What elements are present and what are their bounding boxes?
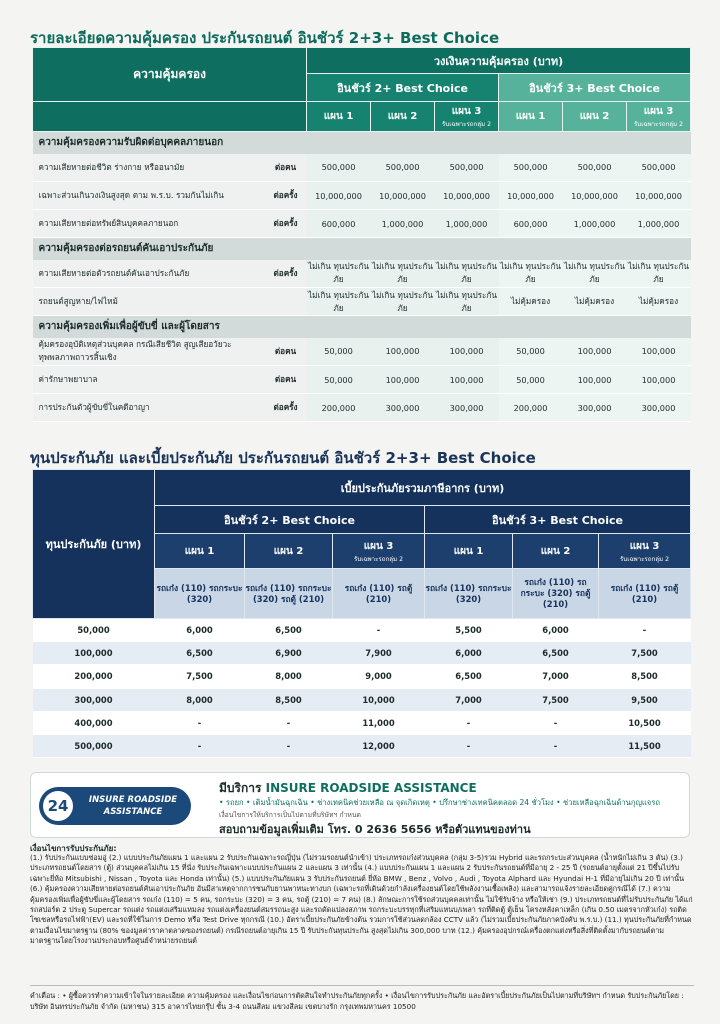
premium-row — [33, 665, 691, 688]
coverage-value: 1,000,000 — [371, 210, 435, 238]
coverage-value: ไม่เกิน ทุนประกันภัย — [435, 260, 499, 288]
coverage-value: ไม่เกิน ทุนประกันภัย — [435, 288, 499, 316]
coverage-value: 100,000 — [435, 366, 499, 394]
car-type-cell: รถเก๋ง (110) รถกระบะ (320) รถตู้ (210) — [513, 569, 599, 619]
coverage-value: 10,000,000 — [307, 182, 371, 210]
group-2plus-header: อินชัวร์ 2+ Best Choice — [307, 74, 499, 102]
coverage-value: 1,000,000 — [563, 210, 627, 238]
coverage-value: ไม่คุ้มครอง — [499, 288, 563, 316]
premium-cell: 9,000 — [333, 665, 425, 688]
coverage-table-body — [33, 132, 691, 422]
sum-insured-cell: 50,000 — [33, 619, 155, 642]
premium-header: เบี้ยประกันภัยรวมภาษีอากร (บาท) — [155, 470, 691, 506]
sum-insured-cell: 500,000 — [33, 734, 155, 757]
coverage-value: 500,000 — [307, 154, 371, 182]
coverage-value: 600,000 — [499, 210, 563, 238]
coverage-unit: ต่อครั้ง — [265, 182, 307, 210]
coverage-value: 10,000,000 — [371, 182, 435, 210]
premium-cell: 12,000 — [333, 734, 425, 757]
premium-cell: 7,500 — [155, 665, 245, 688]
section-title: ความคุ้มครองเพิ่มเพื่อผู้ขับขี่ และผู้โดยสาร — [33, 316, 691, 338]
premium-row — [33, 642, 691, 665]
premium-cell: - — [425, 711, 513, 734]
premium-cell: 7,500 — [513, 688, 599, 711]
coverage-unit: ต่อคน — [265, 366, 307, 394]
sum-insured-cell: 200,000 — [33, 665, 155, 688]
coverage-label: รถยนต์สูญหาย/ไฟไหม้ — [33, 288, 265, 316]
plan-header: แผน 1 — [425, 534, 513, 569]
coverage-value: 100,000 — [563, 338, 627, 366]
premium-cell: 8,000 — [245, 665, 333, 688]
premium-cell: - — [599, 619, 691, 642]
coverage-label: ความเสียหายต่อตัวรถยนต์คันเอาประกันภัย — [33, 260, 265, 288]
premium-row — [33, 688, 691, 711]
premium-row — [33, 619, 691, 642]
coverage-title: รายละเอียดความคุ้มครอง ประกันรถยนต์ อินชัวร์ 2+3+ Best Choice — [30, 29, 500, 47]
premium-cell: - — [155, 711, 245, 734]
banner-heading: มีบริการ INSURE ROADSIDE ASSISTANCE — [219, 781, 477, 795]
coverage-unit: ต่อครั้ง — [265, 394, 307, 422]
banner-contact: สอบถามข้อมูลเพิ่มเติม โทร. 0 2636 5656 หรือตัวแทนของท่าน — [219, 823, 531, 836]
coverage-header: ความคุ้มครอง — [33, 48, 307, 102]
coverage-value: ไม่เกิน ทุนประกันภัย — [371, 260, 435, 288]
premium-cell: - — [513, 711, 599, 734]
coverage-value: ไม่เกิน ทุนประกันภัย — [307, 288, 371, 316]
premium-cell: 8,500 — [599, 665, 691, 688]
car-type-cell: รถเก๋ง (110) รถกระบะ (320) — [425, 569, 513, 619]
premium-cell: 11,500 — [599, 734, 691, 757]
coverage-value: 10,000,000 — [435, 182, 499, 210]
car-type-cell: รถเก๋ง (110) รถกระบะ (320) — [155, 569, 245, 619]
coverage-value: 10,000,000 — [499, 182, 563, 210]
coverage-unit: ต่อคน — [265, 338, 307, 366]
coverage-value: 300,000 — [563, 394, 627, 422]
coverage-label: คุ้มครองอุบัติเหตุส่วนบุคคล กรณีเสียชีวิต สูญเสียอวัยวะ ทุพพลภาพถาวรสิ้นเชิง — [33, 338, 265, 366]
section-title: ความคุ้มครองต่อรถยนต์คันเอาประกันภัย — [33, 238, 691, 260]
coverage-row — [33, 182, 691, 210]
premium-cell: 7,000 — [513, 665, 599, 688]
coverage-value: 10,000,000 — [563, 182, 627, 210]
car-type-cell: รถเก๋ง (110) รถกระบะ (320) รถตู้ (210) — [245, 569, 333, 619]
coverage-row — [33, 288, 691, 316]
badge-number: 24 — [43, 791, 73, 821]
coverage-value: 10,000,000 — [627, 182, 691, 210]
sum-insured-cell: 100,000 — [33, 642, 155, 665]
premium-cell: 7,900 — [333, 642, 425, 665]
premium-row — [33, 734, 691, 757]
premium-cell: 10,500 — [599, 711, 691, 734]
coverage-value: 200,000 — [307, 394, 371, 422]
coverage-value: ไม่เกิน ทุนประกันภัย — [371, 288, 435, 316]
coverage-value: 50,000 — [307, 338, 371, 366]
sum-insured-header: ทุนประกันภัย (บาท) — [33, 470, 155, 619]
coverage-value: 300,000 — [371, 394, 435, 422]
coverage-row — [33, 338, 691, 366]
coverage-value: ไม่เกิน ทุนประกันภัย — [563, 260, 627, 288]
premium-cell: 6,500 — [513, 642, 599, 665]
premium-cell: 6,000 — [155, 619, 245, 642]
coverage-unit: ต่อครั้ง — [265, 260, 307, 288]
premium-cell: 6,900 — [245, 642, 333, 665]
group-3plus-header: อินชัวร์ 3+ Best Choice — [499, 74, 691, 102]
sum-insured-cell: 300,000 — [33, 688, 155, 711]
conditions-text: (1.) รับประกันแบบซ่อมอู่ (2.) แบบประกันภัยแผน 1 และแผน 2 รับประกันเฉพาะรถญี่ปุ่น (ไม่รวมรถยนต์นำเข้า) ประเภทรถเก๋งส่วนบุคคล (กลุ่ม 3-5)รวม Hybrid และรถกระบะส่วนบุคคล (น้ำหนักไม่เกิน 3 ตัน) (3.) ประเภทรถยนต์โดยสาร (ตู้) ส่วนบุคคลไม่เกิน 15 ที่นั่ง รับประกันเฉพาะแบบประกันแผน 2 และแผน 3 เท่านั้น (4.) แบบประกันแผน 1 และแผน 2 รับประกันรถยนต์ที่มีอายุ 2 - 25 ปี (รถยนต์อายุตั้งแต่ 21 ปีขึ้นไปรับเฉพาะยี่ห้อ Mitsubishi , Nissan , Toyota และ Honda เท่านั้น) (5.) แบบประกันภัยแผน 3 รับประกันรถยนต์ ยี่ห้อ BMW , Benz , Volvo , Audi , Toyota Alphard และ Hyundai H-1 ที่มีอายุไม่เกิน 20 ปี เท่านั้น (6.) คุ้มครองความเสียหายต่อรถยนต์คันเอาประกันภัย อันมีสาเหตุจากการชนกับยานพาหนะทางบก (เฉพาะรถที่เดินด้วยกำลังเครื่องยนต์โดยใช้พลังงานเชื้อเพลิง) และสามารถแจ้งรายละเอียดคู่กรณีได้ (7.) ความคุ้มครองเพิ่มเพื่อผู้ขับขี่และผู้โดยสาร รถเก๋ง (110) = 5 คน, รถกระบะ (320) = 3 คน, รถตู้ (210) = 7 คน) (8.) ลักษณะการใช้รถส่วนบุคคลเท่านั้น ไม่ใช้รับจ้าง หรือให้เช่า (9.) ประเภทรถยนต์ที่ไม่รับประกันภัย ได้แก่ รถสปอร์ต 2 ประตู Supercar รถแต่ง รถแต่งเสริมแหมลง รถแต่งเครื่องยนต์สมรรถนะสูง และรถดัดแปลงสภาพ รถกระบะบรรทุกที่เสริมแหนบ/เพลา รถที่ติดตู้ ตู้เย็น โครงหลังคาเหล็ก (เกิน 0.50 เมตรจากหัวเก๋ง) รถติดโซเซลหรือรถไฟฟ้า(EV) และรถที่ใช้ในการ Demo หรือ Test Drive ทุกกรณี (10.) อัตราเบี้ยประกันภัยข้างต้น รวมการใช้ส่วนลดกล้อง CCTV แล้ว (ไม่รวมเบี้ยประกันภัยภาคบังคับ พ.ร.บ.) (11.) ทุนประกันภัยที่กำหนดตามเงื่อนไขมาตรฐาน (80% ของมูลค่าราคาตลาดของรถยนต์) กรณีรถยนต์อายุเกิน 15 ปี รับประกันทุนประกัน สูงสุดไม่เกิน 300,000 บาท (12.) คุ้มครองอุปกรณ์เครื่องตกแต่งหรือสิ่งที่ติดตั้งมากับรถยนต์ตามมาตรฐานโดยโรงงานประกอบหรือศูนย์จำหน่ายรถยนต์ — [30, 853, 693, 946]
coverage-value: ไม่คุ้มครอง — [627, 288, 691, 316]
premium-cell: - — [333, 619, 425, 642]
premium-cell: - — [245, 734, 333, 757]
premium-cell: 8,500 — [245, 688, 333, 711]
premium-table — [32, 469, 691, 758]
coverage-label: การประกันตัวผู้ขับขี่ในคดีอาญา — [33, 394, 265, 422]
plan-header: แผน 1 — [499, 102, 563, 132]
section-row — [33, 238, 691, 260]
banner-condition: เงื่อนไขการให้บริการเป็นไปตามที่บริษัทฯ กำหนด — [219, 811, 361, 819]
coverage-value: 600,000 — [307, 210, 371, 238]
section-title: ความคุ้มครองความรับผิดต่อบุคคลภายนอก — [33, 132, 691, 154]
coverage-value: 1,000,000 — [627, 210, 691, 238]
plan-header: แผน 1 — [155, 534, 245, 569]
coverage-value: ไม่คุ้มครอง — [563, 288, 627, 316]
coverage-value: 500,000 — [563, 154, 627, 182]
coverage-row — [33, 394, 691, 422]
plan-header: แผน 3 รับเฉพาะรถกลุ่ม 2 — [627, 102, 691, 132]
notes-title: เงื่อนไขการรับประกันภัย: — [30, 844, 117, 853]
coverage-value: ไม่เกิน ทุนประกันภัย — [499, 260, 563, 288]
plan-header: แผน 2 — [563, 102, 627, 132]
plan-header: แผน 2 — [245, 534, 333, 569]
badge-text: INSURE ROADSIDE ASSISTANCE — [88, 795, 178, 817]
premium-cell: 6,000 — [425, 642, 513, 665]
sum-insured-cell: 400,000 — [33, 711, 155, 734]
coverage-value: 1,000,000 — [435, 210, 499, 238]
premium-title: ทุนประกันภัย และเบี้ยประกันภัย ประกันรถยนต์ อินชัวร์ 2+3+ Best Choice — [30, 449, 536, 467]
coverage-value: 50,000 — [499, 366, 563, 394]
premium-cell: 7,000 — [425, 688, 513, 711]
premium-cell: 6,000 — [513, 619, 599, 642]
coverage-value: 300,000 — [627, 394, 691, 422]
coverage-value: 100,000 — [627, 338, 691, 366]
group-2plus-header: อินชัวร์ 2+ Best Choice — [155, 506, 425, 534]
coverage-unit: ต่อครั้ง — [265, 210, 307, 238]
car-type-cell: รถเก๋ง (110) รถตู้ (210) — [333, 569, 425, 619]
coverage-unit — [265, 288, 307, 316]
coverage-value: 200,000 — [499, 394, 563, 422]
premium-cell: - — [155, 734, 245, 757]
roadside-banner — [30, 772, 690, 838]
plan-header: แผน 3 รับเฉพาะรถกลุ่ม 2 — [435, 102, 499, 132]
premium-cell: - — [425, 734, 513, 757]
section-row — [33, 316, 691, 338]
premium-table-body — [33, 619, 691, 758]
coverage-value: 500,000 — [627, 154, 691, 182]
section-row — [33, 132, 691, 154]
plan-header: แผน 2 — [513, 534, 599, 569]
coverage-value: 100,000 — [627, 366, 691, 394]
group-3plus-header: อินชัวร์ 3+ Best Choice — [425, 506, 691, 534]
premium-cell: 10,000 — [333, 688, 425, 711]
premium-cell: 8,000 — [155, 688, 245, 711]
plan-header: แผน 2 — [371, 102, 435, 132]
plan-header: แผน 1 — [307, 102, 371, 132]
coverage-value: 100,000 — [563, 366, 627, 394]
car-type-cell: รถเก๋ง (110) รถตู้ (210) — [599, 569, 691, 619]
coverage-row — [33, 210, 691, 238]
premium-row — [33, 711, 691, 734]
premium-cell: - — [245, 711, 333, 734]
coverage-unit: ต่อคน — [265, 154, 307, 182]
coverage-row — [33, 366, 691, 394]
coverage-label: ความเสียหายต่อชีวิต ร่างกาย หรืออนามัย — [33, 154, 265, 182]
coverage-value: 500,000 — [435, 154, 499, 182]
coverage-value: 500,000 — [371, 154, 435, 182]
coverage-value: 100,000 — [371, 366, 435, 394]
coverage-value: 100,000 — [371, 338, 435, 366]
premium-cell: 7,500 — [599, 642, 691, 665]
plan-header: แผน 3 รับเฉพาะรถกลุ่ม 2 — [599, 534, 691, 569]
coverage-row — [33, 154, 691, 182]
sum-header: วงเงินความคุ้มครอง (บาท) — [307, 48, 691, 74]
premium-cell: 6,500 — [155, 642, 245, 665]
coverage-value: 50,000 — [307, 366, 371, 394]
coverage-value: 50,000 — [499, 338, 563, 366]
premium-cell: 6,500 — [425, 665, 513, 688]
coverage-value: 100,000 — [435, 338, 499, 366]
coverage-value: ไม่เกิน ทุนประกันภัย — [307, 260, 371, 288]
coverage-value: 500,000 — [499, 154, 563, 182]
roadside-logo — [39, 787, 191, 825]
premium-cell: 11,000 — [333, 711, 425, 734]
coverage-label: เฉพาะส่วนเกินวงเงินสูงสุด ตาม พ.ร.บ. รวมกันไม่เกิน — [33, 182, 265, 210]
coverage-table — [32, 47, 691, 422]
coverage-value: ไม่เกิน ทุนประกันภัย — [627, 260, 691, 288]
coverage-row — [33, 260, 691, 288]
warning-text: คำเตือน : • ผู้ซื้อควรทำความเข้าใจในรายละเอียด ความคุ้มครอง และเงื่อนไขก่อนการตัดสินใจทำประกันภัยทุกครั้ง • เงื่อนไขการรับประกันภัย และอัตราเบี้ยประกันภัยเป็นไปตามที่บริษัทฯ กำหนด รับประกันภัยโดย : บริษัท อินทรประกันภัย จำกัด (มหาชน) 315 อาคารไทยกรุ๊ป ชั้น 3-4 ถนนสีลม แขวงสีลม เขตบางรัก กรุงเทพมหานคร 10500 — [30, 985, 694, 1012]
coverage-label: ค่ารักษาพยาบาล — [33, 366, 265, 394]
premium-cell: 5,500 — [425, 619, 513, 642]
premium-cell: - — [513, 734, 599, 757]
premium-cell: 9,500 — [599, 688, 691, 711]
premium-cell: 6,500 — [245, 619, 333, 642]
blank-header — [33, 102, 307, 132]
coverage-value: 300,000 — [435, 394, 499, 422]
banner-services: • รถยก • เติมน้ำมันฉุกเฉิน • ช่างเทคนิคช่วยเหลือ ณ จุดเกิดเหตุ • ปรึกษาช่างเทคนิคตลอด 24 ชั่วโมง • ช่วยเหลือฉุกเฉินด้านกุญแจรถ — [219, 798, 660, 807]
plan-header: แผน 3 รับเฉพาะรถกลุ่ม 2 — [333, 534, 425, 569]
coverage-label: ความเสียหายต่อทรัพย์สินบุคคลภายนอก — [33, 210, 265, 238]
